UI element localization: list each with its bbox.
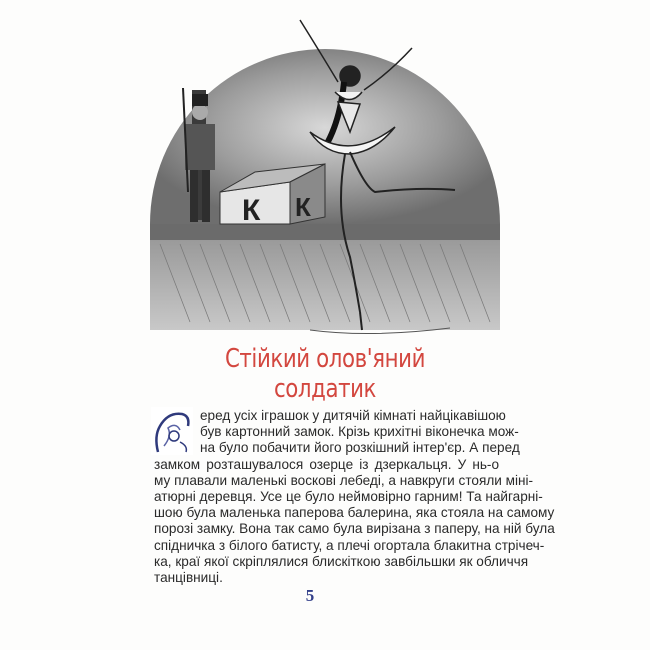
body-line: ка, краї якої скріплялися блискіткою завбільшки як обличчя	[154, 553, 529, 569]
body-line: на було побачити його розкішний інтер'єр. А перед	[200, 440, 520, 456]
page-number: 5	[305, 586, 315, 605]
block-letter-1: К	[242, 194, 261, 227]
body-line: спідничка з білого батисту, а плечі огортала блакитна стрічеч-	[154, 537, 545, 553]
body-line: замком розташувалося озерце із дзеркальця. У нь-о	[154, 456, 499, 472]
story-title-line-1: Стійкий олов'яний	[224, 344, 426, 374]
body-line: танцівниці.	[154, 570, 223, 586]
body-line: еред усіх іграшок у дитячій кімнаті найцікавішою	[200, 408, 506, 423]
body-line: атюрні деревця. Усе це було неймовірно гарним! Та найгарні-	[154, 489, 543, 505]
stage-wall	[150, 224, 500, 334]
story-title	[182, 344, 469, 404]
body-line: шою була маленька паперова балерина, яка стояла на самому	[154, 505, 555, 521]
story-body	[154, 408, 555, 586]
block-letter-2: К	[295, 192, 311, 222]
story-title-line-2: солдатик	[273, 374, 377, 404]
body-line: му плавали маленькі воскові лебеді, а навкруги стояли міні-	[154, 472, 534, 488]
body-line: порозі замку. Вона так само була вирізана з паперу, на ній була	[154, 521, 555, 537]
ballerina-and-soldier-illustration	[150, 12, 500, 342]
body-line: був картонний замок. Крізь крихітні віконечка мож-	[200, 424, 519, 440]
